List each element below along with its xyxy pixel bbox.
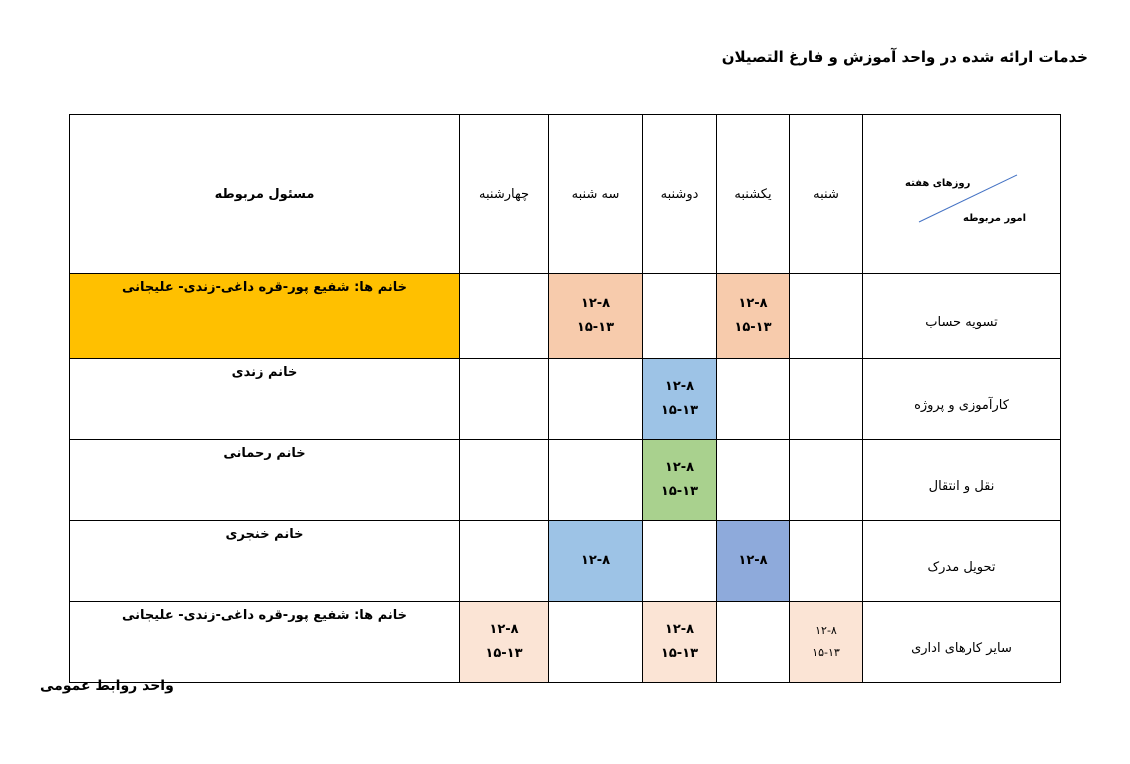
responsible-cell: خانم زندی [70, 359, 460, 440]
time-range: ۱۲-۸ [664, 622, 695, 637]
diagonal-header-cell [863, 115, 1061, 274]
service-name: تحویل مدرک [863, 521, 1061, 602]
time-range: ۱۲-۸ [489, 622, 519, 637]
time-cell [790, 440, 863, 521]
service-name: تسویه حساب [863, 274, 1061, 359]
responsible-cell: خانم ها: شفیع پور-قره داغی-زندی- علیجانی [70, 274, 460, 359]
time-cell [460, 521, 549, 602]
time-cell [717, 440, 790, 521]
time-cell [549, 521, 643, 602]
time-range: ۱۵-۱۳ [485, 646, 523, 661]
time-cell [643, 521, 717, 602]
table-row [70, 521, 1061, 602]
time-range: ۱۲-۸ [664, 460, 695, 475]
footer-department: واحد روابط عمومی [40, 678, 174, 694]
table-row [70, 440, 1061, 521]
time-range: ۱۵-۱۳ [660, 403, 699, 418]
time-range: ۱۲-۸ [815, 624, 837, 637]
time-range: ۱۵-۱۳ [734, 320, 772, 335]
time-cell [460, 359, 549, 440]
time-cell [643, 440, 717, 521]
time-cell [460, 440, 549, 521]
day-header-tuesday: سه شنبه [549, 115, 643, 274]
time-cell [717, 602, 790, 683]
time-range: ۱۵-۱۳ [660, 646, 699, 661]
time-cell [643, 359, 717, 440]
day-header-sunday: یکشنبه [717, 115, 790, 274]
time-range: ۱۲-۸ [738, 553, 768, 568]
time-range: ۱۵-۱۳ [660, 484, 699, 499]
page-title: خدمات ارائه شده در واحد آموزش و فارغ التصیلان [721, 48, 1088, 66]
responsible-cell: خانم رحمانی [70, 440, 460, 521]
table-row [70, 359, 1061, 440]
responsible-header: مسئول مربوطه [70, 115, 460, 274]
time-cell [790, 602, 863, 683]
service-name: سایر کارهای اداری [863, 602, 1061, 683]
time-range: ۱۲-۸ [580, 296, 611, 311]
time-range: ۱۲-۸ [580, 553, 611, 568]
time-cell [717, 274, 790, 359]
day-header-wednesday: چهارشنبه [460, 115, 549, 274]
service-schedule-table [69, 114, 1061, 683]
time-cell [790, 359, 863, 440]
header-row [70, 115, 1061, 274]
time-cell [549, 359, 643, 440]
responsible-cell: خانم خنجری [70, 521, 460, 602]
time-cell [460, 274, 549, 359]
time-cell [790, 521, 863, 602]
time-cell [717, 359, 790, 440]
table-row [70, 602, 1061, 683]
time-cell [549, 602, 643, 683]
time-range: ۱۲-۸ [664, 379, 695, 394]
day-header-monday: دوشنبه [643, 115, 717, 274]
day-header-saturday: شنبه [790, 115, 863, 274]
time-cell [549, 274, 643, 359]
service-name: نقل و انتقال [863, 440, 1061, 521]
time-cell [549, 440, 643, 521]
table-row [70, 274, 1061, 359]
responsible-cell: خانم ها: شفیع پور-قره داغی-زندی- علیجانی [70, 602, 460, 683]
diagonal-line [863, 115, 1061, 273]
time-range: ۱۵-۱۳ [812, 646, 840, 659]
time-cell [643, 274, 717, 359]
time-cell [717, 521, 790, 602]
time-cell [460, 602, 549, 683]
time-cell [643, 602, 717, 683]
service-name: کارآموزی و پروژه [863, 359, 1061, 440]
time-range: ۱۵-۱۳ [576, 320, 615, 335]
time-range: ۱۲-۸ [738, 296, 768, 311]
related-affairs-label: امور مربوطه [963, 213, 1027, 224]
days-of-week-label: روزهای هفته [905, 178, 971, 189]
time-cell [790, 274, 863, 359]
